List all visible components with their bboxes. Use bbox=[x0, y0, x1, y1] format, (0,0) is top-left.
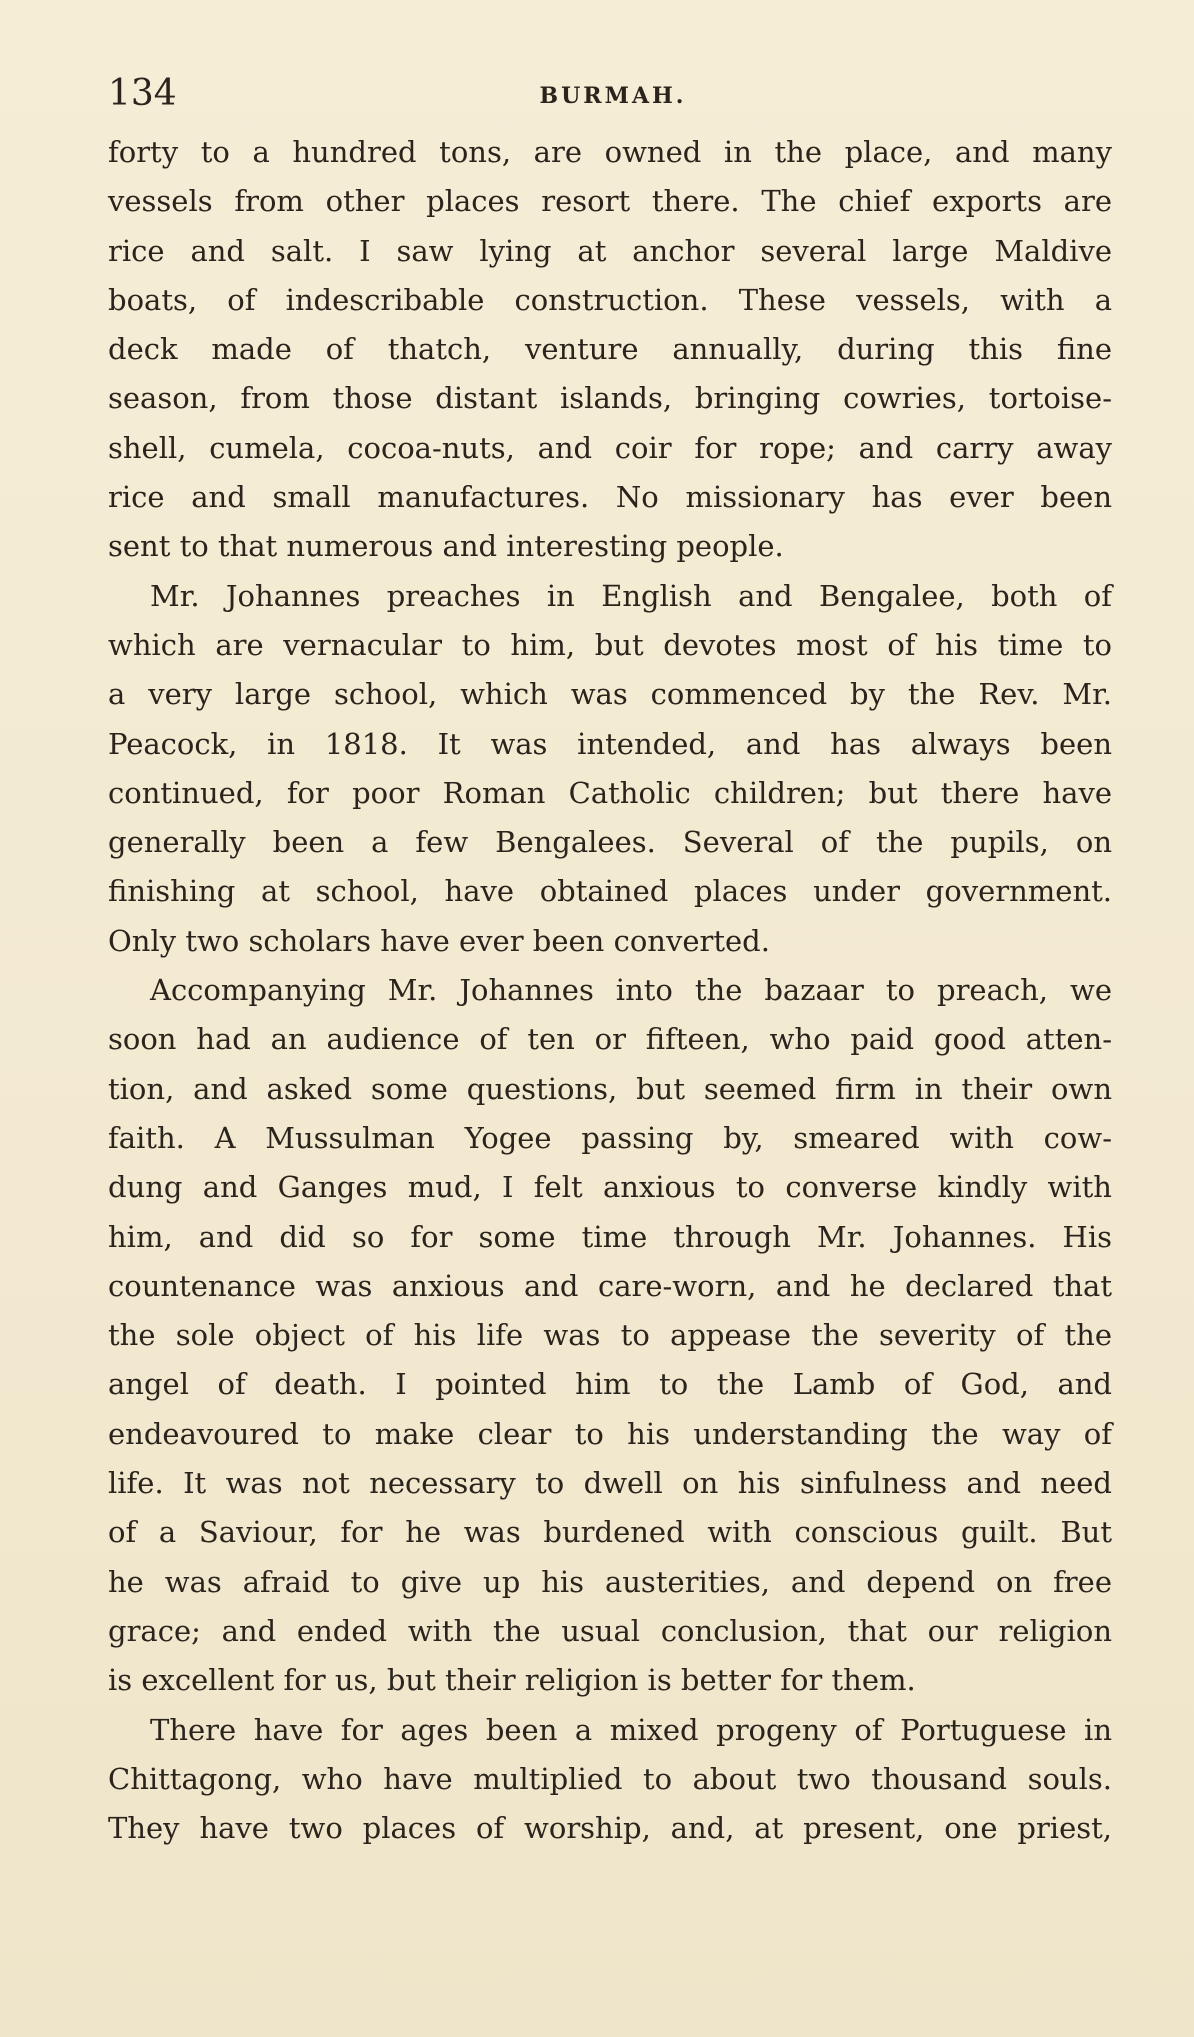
text-line: angel of death. I pointed him to the Lamb of God, and bbox=[108, 1367, 1112, 1402]
text-line: grace; and ended with the usual conclusion, that our religion bbox=[108, 1613, 1112, 1648]
text-line: rice and small manufactures. No missionary has ever been bbox=[108, 480, 1112, 515]
text-line: generally been a few Bengalees. Several of the pupils, on bbox=[108, 825, 1112, 860]
text-line: tion, and asked some questions, but seemed firm in their own bbox=[108, 1071, 1112, 1106]
text-line: Peacock, in 1818. It was intended, and has always been bbox=[108, 726, 1112, 761]
text-line: Only two scholars have ever been converted. bbox=[108, 923, 770, 958]
text-line: faith. A Mussulman Yogee passing by, smeared with cow- bbox=[108, 1120, 1112, 1155]
running-head bbox=[108, 68, 1118, 120]
text-line: of a Saviour, for he was burdened with conscious guilt. But bbox=[108, 1515, 1112, 1550]
text-line: the sole object of his life was to appease the severity of the bbox=[108, 1318, 1112, 1353]
text-line: countenance was anxious and care-worn, and he declared that bbox=[108, 1268, 1112, 1303]
text-line: which are vernacular to him, but devotes most of his time to bbox=[108, 627, 1112, 662]
body-text bbox=[108, 128, 1112, 1853]
paragraph-first-line: Accompanying Mr. Johannes into the bazaar to preach, we bbox=[150, 973, 1112, 1008]
text-line: life. It was not necessary to dwell on his sinfulness and need bbox=[108, 1466, 1112, 1501]
text-line: deck made of thatch, venture annually, during this fine bbox=[108, 332, 1112, 367]
text-line: rice and salt. I saw lying at anchor several large Maldive bbox=[108, 233, 1112, 268]
text-line: season, from those distant islands, bringing cowries, tortoise- bbox=[108, 381, 1112, 416]
text-line: dung and Ganges mud, I felt anxious to converse kindly with bbox=[108, 1170, 1112, 1205]
text-line: vessels from other places resort there. The chief exports are bbox=[108, 184, 1112, 219]
paragraph-first-line: Mr. Johannes preaches in English and Bengalee, both of bbox=[150, 578, 1112, 613]
text-line: They have two places of worship, and, at present, one priest, bbox=[108, 1811, 1112, 1846]
text-line: shell, cumela, cocoa-nuts, and coir for rope; and carry away bbox=[108, 430, 1112, 465]
text-line: Chittagong, who have multiplied to about two thousand souls. bbox=[108, 1761, 1112, 1796]
text-line: finishing at school, have obtained places under government. bbox=[108, 874, 1112, 909]
page-number: 134 bbox=[108, 73, 177, 114]
text-line: is excellent for us, but their religion is better for them. bbox=[108, 1663, 916, 1698]
text-line: forty to a hundred tons, are owned in the place, and many bbox=[108, 135, 1112, 169]
text-line: soon had an audience of ten or fifteen, who paid good atten- bbox=[108, 1022, 1112, 1057]
running-title: BURMAH. bbox=[539, 83, 687, 109]
paragraph-first-line: There have for ages been a mixed progeny of Portuguese in bbox=[150, 1712, 1112, 1747]
text-line: continued, for poor Roman Catholic children; but there have bbox=[108, 775, 1112, 810]
text-line: him, and did so for some time through Mr. Johannes. His bbox=[108, 1219, 1112, 1254]
text-line: endeavoured to make clear to his understanding the way of bbox=[108, 1416, 1112, 1451]
text-line: a very large school, which was commenced by the Rev. Mr. bbox=[108, 677, 1112, 712]
text-line: he was afraid to give up his austerities, and depend on free bbox=[108, 1564, 1112, 1599]
text-line: sent to that numerous and interesting people. bbox=[108, 529, 784, 564]
text-line: boats, of indescribable construction. These vessels, with a bbox=[108, 282, 1112, 317]
